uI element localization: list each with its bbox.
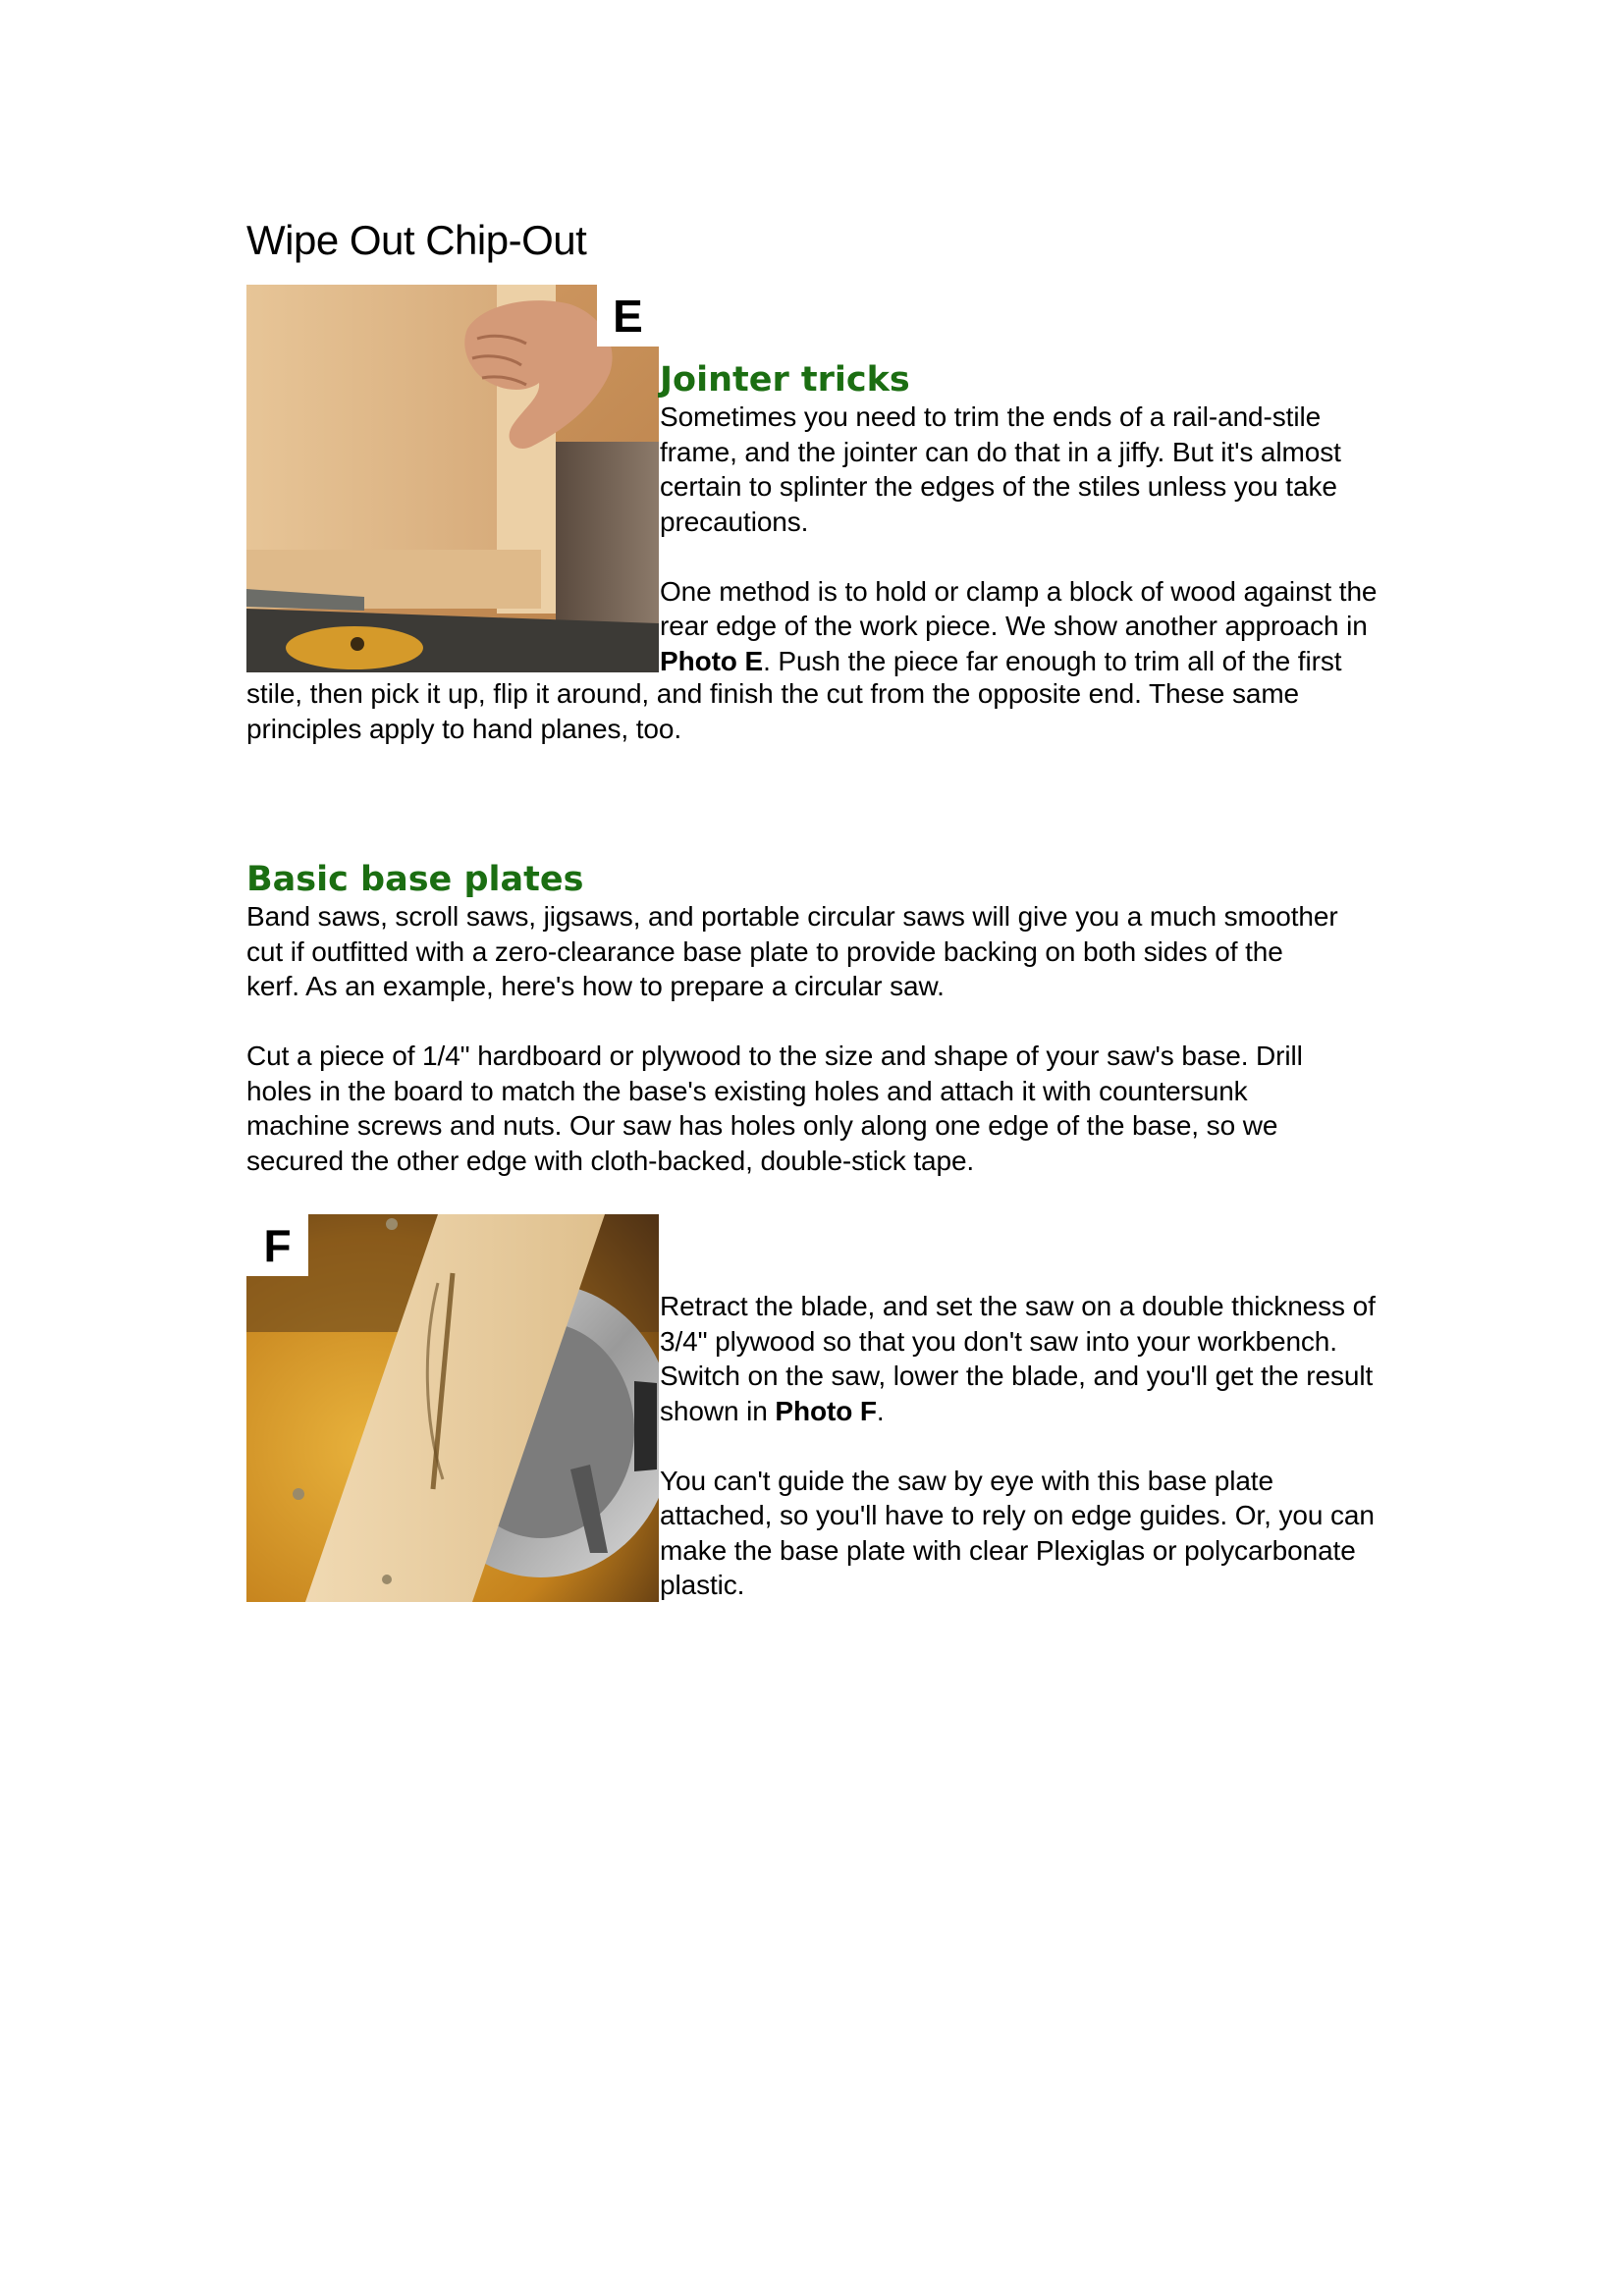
base-section (246, 860, 1469, 1178)
jointer-wrap-text: stile, then pick it up, flip it around, and finish the cut from the opposite end. These same principles apply to hand planes, too. (246, 678, 1300, 744)
photo-e-label: E (597, 288, 659, 345)
base-para-3: Retract the blade, and set the saw on a double thickness of 3/4" plywood so that you don't saw into your workbench. Switch on the saw, lower the blade, and you'll get the result shown in Photo F. (660, 1291, 1376, 1426)
photo-e-jointer (246, 285, 659, 672)
base-para-1: Band saws, scroll saws, jigsaws, and portable circular saws will give you a much smoother cut if outfitted with a zero-clearance base plate to provide backing on both sides of the kerf. As an example, here's how to prepare a circular saw. (246, 901, 1338, 1001)
photo-f-circular-saw (246, 1214, 659, 1602)
photo-e-reference: Photo E (660, 645, 764, 676)
base-para-2: Cut a piece of 1/4" hardboard or plywood to the size and shape of your saw's base. Drill holes in the board to match the base's existing holes and attach it with countersunk machine screws and nuts. Our saw has holes only along one edge of the base, so we secured the other edge with cloth-backed, double-stick tape. (246, 1041, 1303, 1176)
jointer-section (660, 360, 1485, 678)
photo-f-label: F (246, 1217, 308, 1274)
base-photo-f-text (660, 1289, 1475, 1603)
base-heading: Basic base plates (246, 860, 584, 899)
page-title: Wipe Out Chip-Out (246, 217, 587, 263)
jointer-para-2: One method is to hold or clamp a block of wood against the rear edge of the work piece. We show another approach in Photo E. Push the piece far enough to trim all of the first (660, 575, 1378, 676)
base-para-4: You can't guide the saw by eye with this base plate attached, so you'll have to rely on edge guides. Or, you can make the base plate with clear Plexiglas or polycarbonate plastic. (660, 1465, 1375, 1600)
jointer-heading: Jointer tricks (660, 360, 910, 400)
jointer-para-1: Sometimes you need to trim the ends of a rail-and-stile frame, and the jointer can do that in a jiffy. But it's almost certain to splinter the edges of the stiles unless you take precautions. (660, 401, 1341, 537)
photo-f-reference: Photo F (775, 1395, 877, 1426)
